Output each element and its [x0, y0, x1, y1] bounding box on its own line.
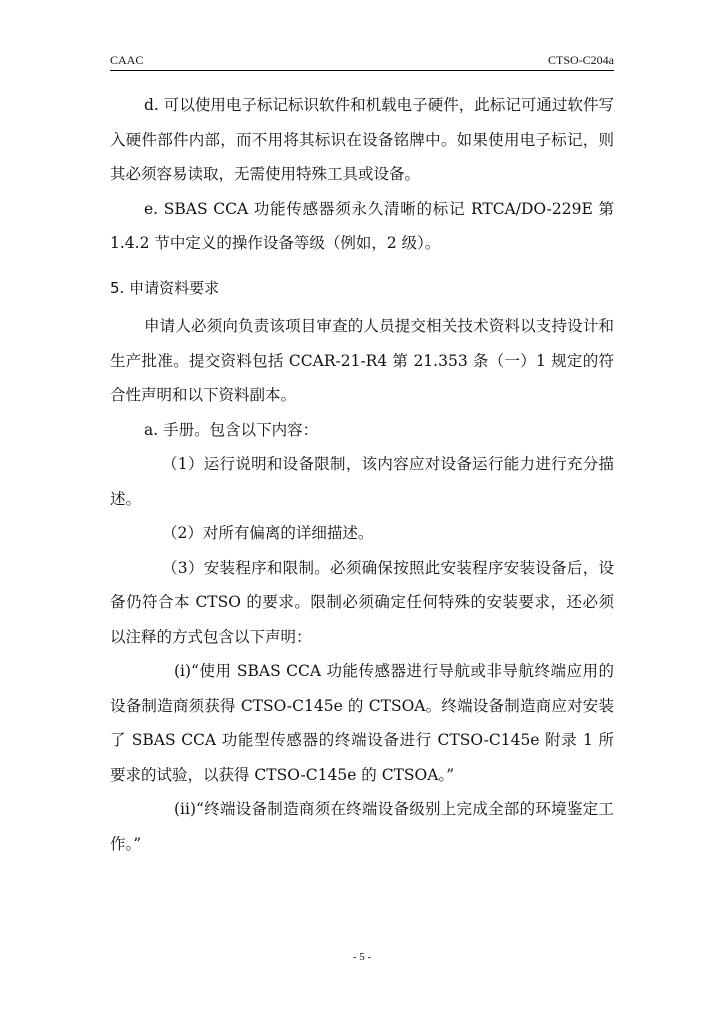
section-5-title: 5. 申请资料要求 [110, 278, 220, 297]
paragraph-d: d. 可以使用电子标记标识软件和机载电子硬件，此标记可通过软件写入硬件部件内部，而不用将其标识在设备铭牌中。如果使用电子标记，则其必须容易读取，无需使用特殊工具或设备。 [110, 96, 614, 183]
item-a-manual: a. 手册。包含以下内容： [144, 420, 319, 439]
section-5-intro: 申请人必须向负责该项目审查的人员提交相关技术资料以支持设计和生产批准。提交资料包括 CCAR-21-R4 第 21.353 条（一）1 规定的符合性声明和以下资料副本。 [110, 317, 614, 404]
item-1-operation: （1）运行说明和设备限制，该内容应对设备运行能力进行充分描述。 [110, 455, 614, 508]
item-3-installation: （3）安装程序和限制。必须确保按照此安装程序安装设备后，设备仍符合本 CTSO 的要求。限制必须确定任何特殊的安装要求，还必须以注释的方式包含以下声明： [110, 558, 614, 646]
document-body [110, 88, 614, 861]
page-number: - 5 - [352, 951, 372, 963]
header-left-text: CAAC [110, 53, 144, 67]
item-2-deviations: （2）对所有偏离的详细描述。 [162, 524, 374, 542]
note-ii: (ii)“终端设备制造商须在终端设备级别上完成全部的环境鉴定工作。” [110, 800, 614, 853]
note-i: (i)“使用 SBAS CCA 功能传感器进行导航或非导航终端应用的设备制造商须获得 CTSO-C145e 的 CTSOA。终端设备制造商应对安装了 SBAS CCA 功能型传感器的终端设备进行 CTSO-C145e 附录 1 所要求的试验，以获得 CTSO-C145e 的 CTSOA。” [110, 662, 614, 784]
page-header [110, 53, 614, 69]
paragraph-e: e. SBAS CCA 功能传感器须永久清晰的标记 RTCA/DO-229E 第 1.4.2 节中定义的操作设备等级（例如，2 级）。 [110, 199, 614, 252]
header-right-text: CTSO-C204a [548, 53, 614, 67]
header-rule [110, 70, 614, 71]
